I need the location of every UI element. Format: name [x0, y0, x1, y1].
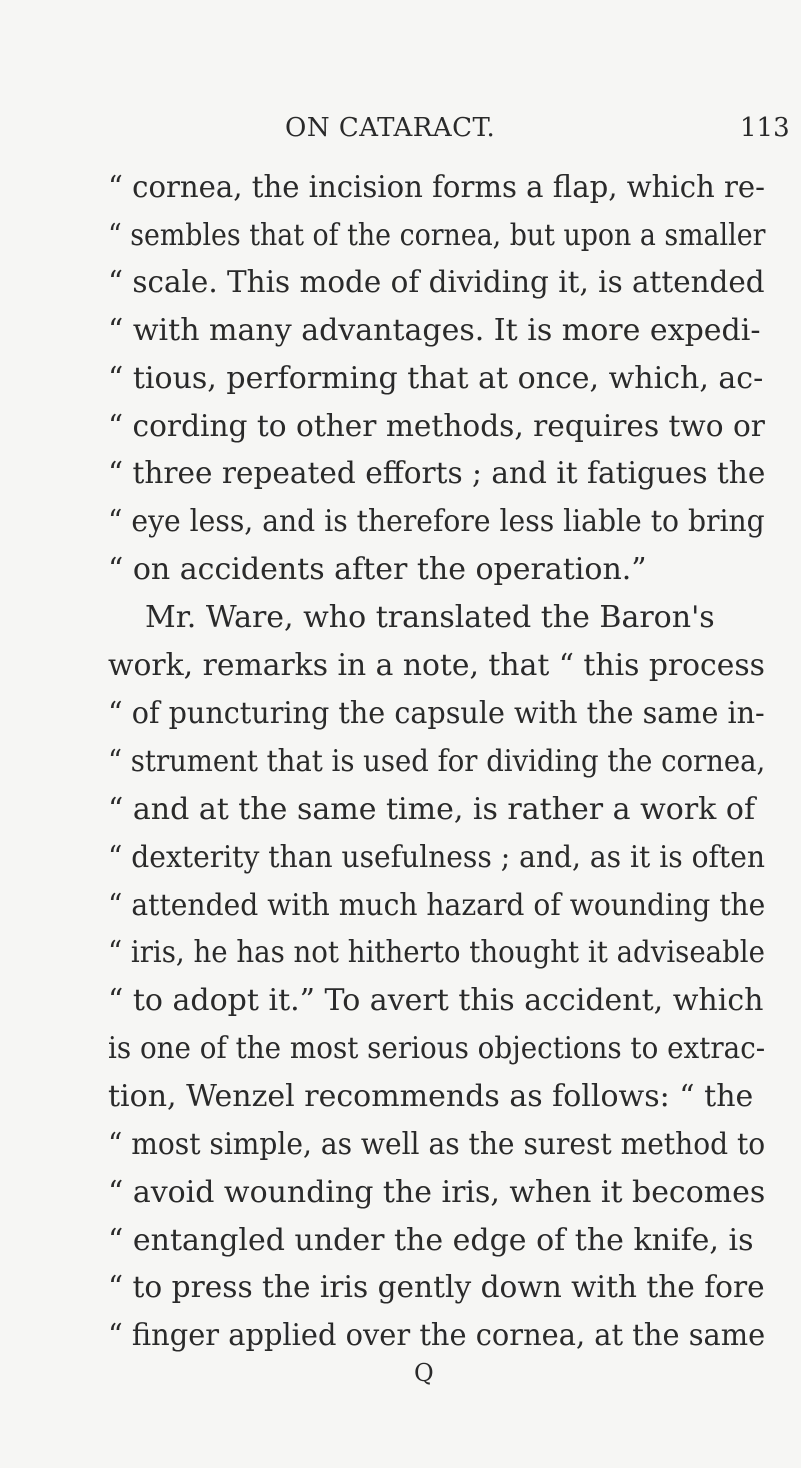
text-line: “ eye less, and is therefore less liable to bring: [108, 504, 765, 539]
page-header: [0, 113, 801, 147]
text-line: “ dexterity than usefulness ; and, as it is often: [108, 840, 765, 875]
text-line: “ strument that is used for dividing the cornea,: [108, 744, 766, 779]
text-line: tion, Wenzel recommends as follows: “ the: [108, 1079, 754, 1114]
text-line: “ attended with much hazard of wounding the: [108, 888, 766, 923]
text-line: “ cornea, the incision forms a flap, which re-: [108, 170, 765, 205]
text-line: “ iris, he has not hitherto thought it adviseable: [108, 935, 765, 970]
text-line: “ entangled under the edge of the knife, is: [108, 1223, 754, 1258]
text-line: “ avoid wounding the iris, when it becomes: [108, 1175, 766, 1210]
text-line: “ tious, performing that at once, which, ac-: [108, 361, 764, 396]
text-line: “ of puncturing the capsule with the same in-: [108, 696, 765, 731]
text-line: “ most simple, as well as the surest method to: [108, 1127, 766, 1162]
text-line: “ to adopt it.” To avert this accident, which: [108, 983, 764, 1018]
text-line: “ three repeated efforts ; and it fatigues the: [108, 456, 766, 491]
text-line: “ cording to other methods, requires two or: [108, 409, 765, 444]
text-line: “ finger applied over the cornea, at the same: [108, 1318, 766, 1353]
text-line: is one of the most serious objections to extrac-: [108, 1031, 766, 1066]
text-line: “ scale. This mode of dividing it, is attended: [108, 265, 765, 300]
text-line: work, remarks in a note, that “ this process: [108, 648, 765, 683]
text-line: “ sembles that of the cornea, but upon a smaller: [108, 218, 766, 253]
text-line: “ on accidents after the operation.”: [108, 552, 647, 587]
running-title: ON CATARACT.: [285, 113, 496, 143]
paragraph-start-line: Mr. Ware, who translated the Baron's: [145, 600, 715, 635]
text-line: “ and at the same time, is rather a work of: [108, 792, 756, 827]
signature-mark: Q: [414, 1359, 434, 1387]
page-number: 113: [740, 113, 790, 143]
text-line: “ to press the iris gently down with the fore: [108, 1270, 765, 1305]
text-line: “ with many advantages. It is more expedi-: [108, 313, 761, 348]
